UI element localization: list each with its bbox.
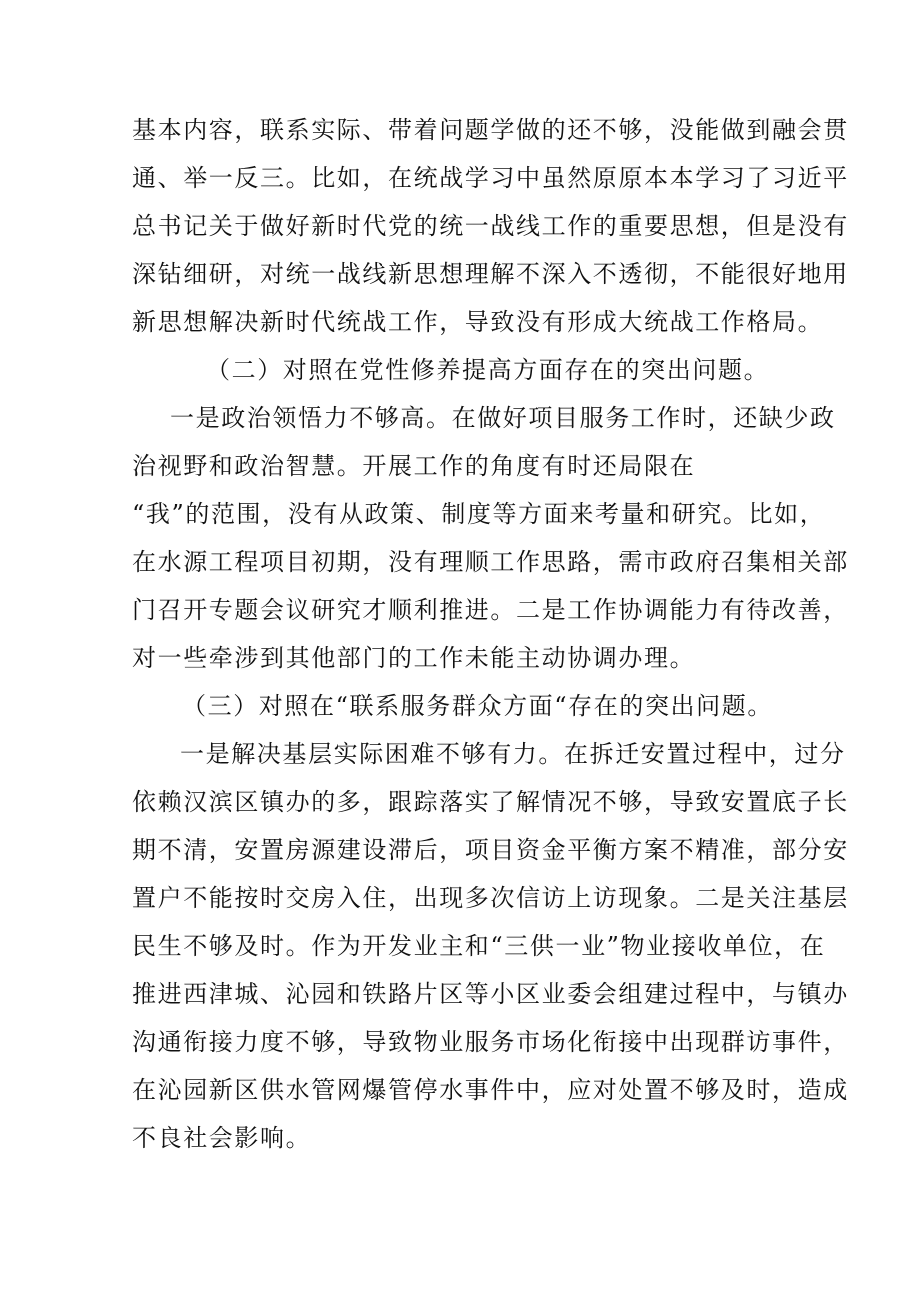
text-line-1: 基本内容，联系实际、带着问题学做的还不够，没能做到融会贯 bbox=[132, 116, 849, 144]
text-line-21: 在沁园新区供水管网爆管停水事件中，应对处置不够及时，造成 bbox=[132, 1076, 849, 1104]
text-line-18: 民生不够及时。作为开发业主和“三供一业”物业接收单位，在 bbox=[132, 932, 826, 960]
text-line-10: 在水源工程项目初期，没有理顺工作思路，需市政府召集相关部 bbox=[132, 548, 849, 576]
text-line-4: 深钻细研，对统一战线新思想理解不深入不透彻，不能很好地用 bbox=[132, 260, 849, 288]
text-line-22: 不良社会影响。 bbox=[132, 1124, 312, 1152]
text-line-20: 沟通衔接力度不够，导致物业服务市场化衔接中出现群访事件， bbox=[132, 1028, 849, 1056]
text-line-8: 治视野和政治智慧。开展工作的角度有时还局限在 bbox=[132, 452, 696, 480]
text-line-16: 期不清，安置房源建设滞后，项目资金平衡方案不精准，部分安 bbox=[132, 836, 849, 864]
section-heading-2: （二）对照在党性修养提高方面存在的突出问题。 bbox=[206, 356, 770, 384]
text-line-15: 依赖汉滨区镇办的多，跟踪落实了解情况不够，导致安置底子长 bbox=[132, 788, 849, 816]
text-line-7: 一是政治领悟力不够高。在做好项目服务工作时，还缺少政 bbox=[170, 404, 836, 432]
section-heading-3: （三）对照在“联系服务群众方面“存在的突出问题。 bbox=[182, 692, 773, 720]
text-line-2: 通、举一反三。比如，在统战学习中虽然原原本本学习了习近平 bbox=[132, 164, 849, 192]
text-line-19: 推进西津城、沁园和铁路片区等小区业委会组建过程中，与镇办 bbox=[132, 980, 849, 1008]
text-line-14: 一是解决基层实际困难不够有力。在拆迁安置过程中，过分 bbox=[180, 740, 846, 768]
text-line-12: 对一些牵涉到其他部门的工作未能主动协调办理。 bbox=[132, 644, 696, 672]
text-line-11: 门召开专题会议研究才顺利推进。二是工作协调能力有待改善， bbox=[132, 596, 849, 624]
text-line-17: 置户不能按时交房入住，出现多次信访上访现象。二是关注基层 bbox=[132, 884, 849, 912]
text-line-5: 新思想解决新时代统战工作，导致没有形成大统战工作格局。 bbox=[132, 308, 824, 336]
text-line-9: “我”的范围，没有从政策、制度等方面来考量和研究。比如， bbox=[132, 500, 826, 528]
text-line-3: 总书记关于做好新时代党的统一战线工作的重要思想，但是没有 bbox=[132, 212, 849, 240]
